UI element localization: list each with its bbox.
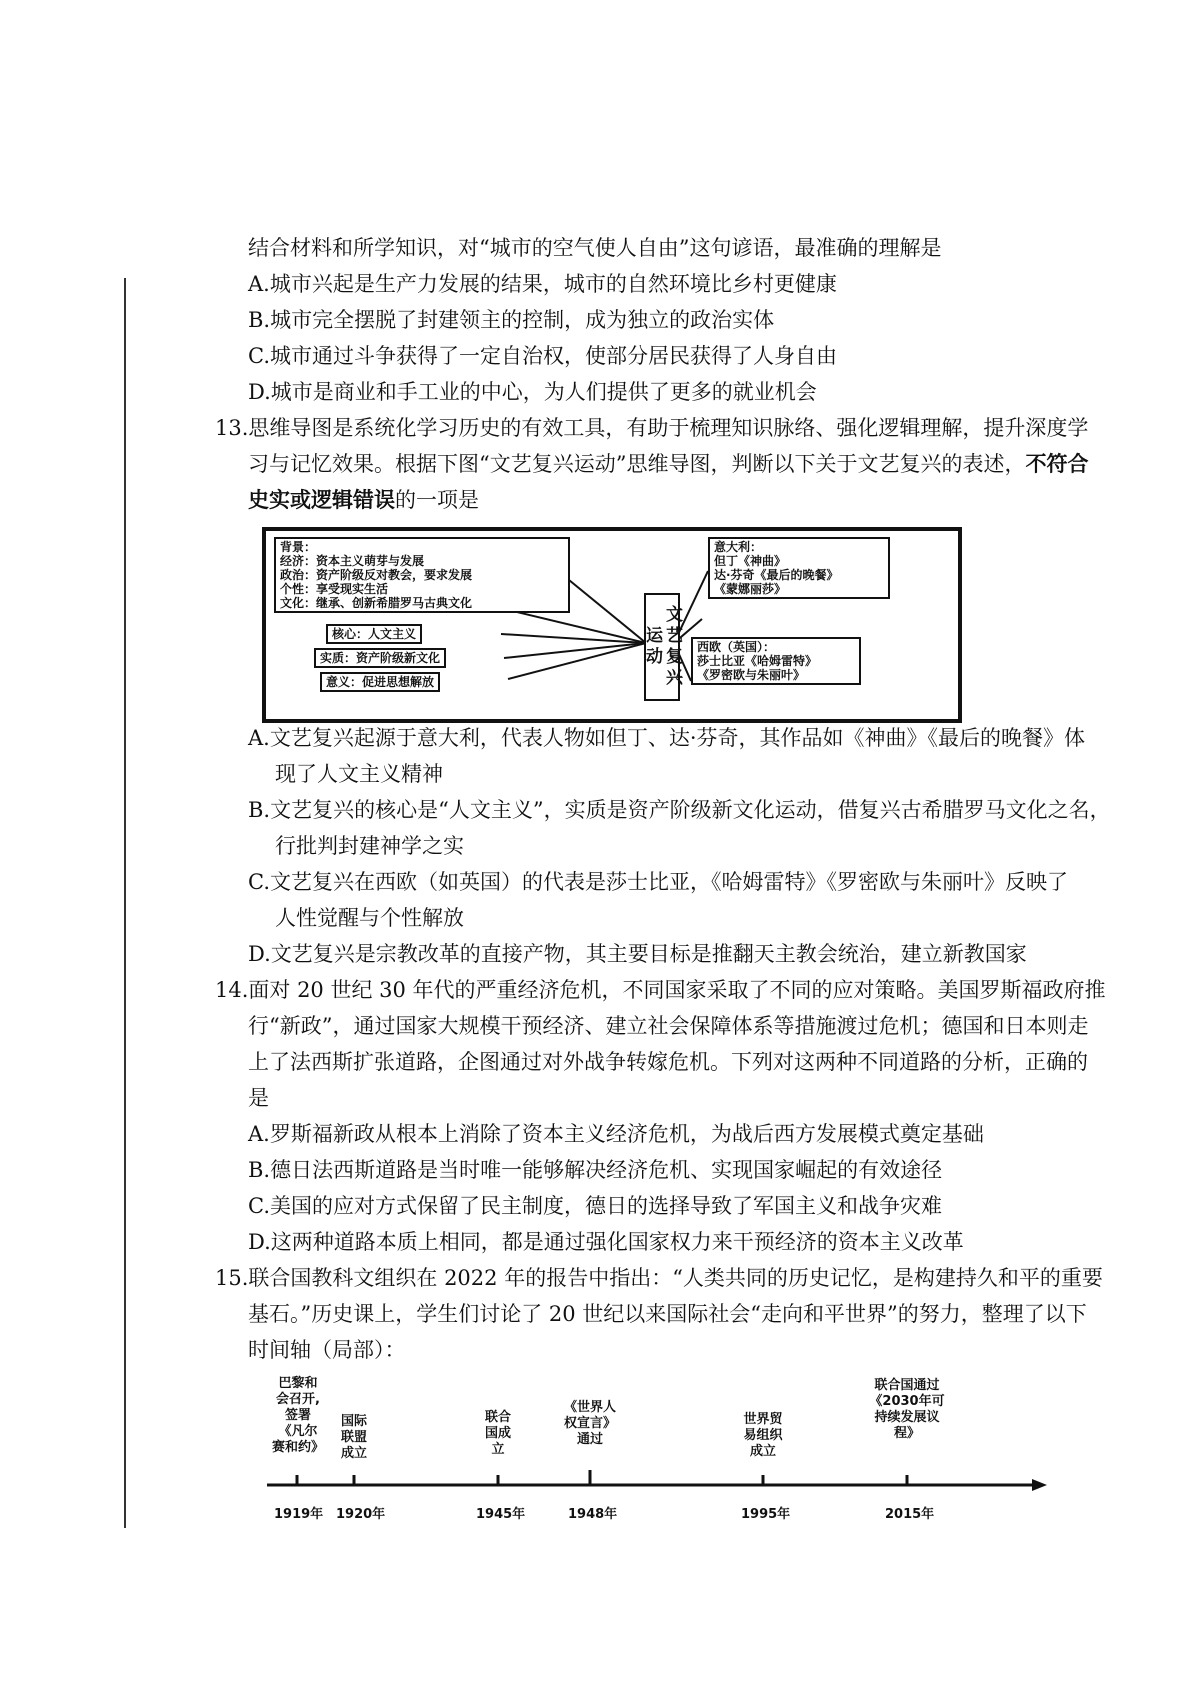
mind-map-italy-box: 意大利： 但丁《神曲》 达·芬奇《最后的晚餐》 《蒙娜丽莎》 [708, 537, 890, 599]
q14-stem-line1: 14.面对 20 世纪 30 年代的严重经济危机，不同国家采取了不同的应对策略。美国罗斯福政府推 [215, 978, 1106, 1002]
q13-option-c-line2[interactable]: 人性觉醒与个性解放 [275, 906, 464, 930]
q13-option-b-line1[interactable]: B.文艺复兴的核心是“人文主义”，实质是资产阶级新文化运动，借复兴古希腊罗马文化之名， [248, 798, 1111, 822]
timeline-event-1995: 世界贸 易组织 成立 [743, 1412, 783, 1459]
timeline-year-1995: 1995年 [741, 1507, 791, 1522]
q14-stem-line2: 行“新政”，通过国家大规模干预经济、建立社会保障体系等措施渡过危机；德国和日本则走 [248, 1014, 1089, 1038]
q13-option-c-line1[interactable]: C.文艺复兴在西欧（如英国）的代表是莎士比亚，《哈姆雷特》《罗密欧与朱丽叶》反映了 [248, 870, 1068, 894]
q12-option-d[interactable]: D.城市是商业和手工业的中心，为人们提供了更多的就业机会 [248, 380, 817, 404]
q14-option-c[interactable]: C.美国的应对方式保留了民主制度，德日的选择导致了军国主义和战争灾难 [248, 1194, 942, 1218]
q13-option-a-line1[interactable]: A.文艺复兴起源于意大利，代表人物如但丁、达·芬奇，其作品如《神曲》《最后的晚餐》体 [248, 726, 1086, 750]
timeline-year-1920: 1920年 [336, 1507, 386, 1522]
q12-stem: 结合材料和所学知识，对“城市的空气使人自由”这句谚语，最准确的理解是 [248, 236, 942, 260]
q12-option-b[interactable]: B.城市完全摆脱了封建领主的控制，成为独立的政治实体 [248, 308, 775, 332]
q15-stem-line3: 时间轴（局部）： [248, 1338, 406, 1362]
timeline-event-1920: 国际 联盟 成立 [340, 1414, 367, 1461]
q13-emphasis-1: 不符合 [1025, 451, 1089, 476]
q13-stem-line1: 13.思维导图是系统化学习历史的有效工具，有助于梳理知识脉络、强化逻辑理解，提升深度学 [215, 416, 1089, 440]
q14-stem-line4: 是 [248, 1086, 269, 1110]
q13-option-b-line2[interactable]: 行批判封建神学之实 [275, 834, 464, 858]
mind-map-core-box: 核心：人文主义 [326, 624, 422, 644]
mind-map-background-box: 背景： 经济：资本主义萌芽与发展 政治：资产阶级反对教会，要求发展 个性：享受现实生活 文化：继承、创新希腊罗马古典文化 [274, 537, 570, 613]
q15-stem-line1: 15.联合国教科文组织在 2022 年的报告中指出：“人类共同的历史记忆，是构建持久和平的重要 [215, 1266, 1103, 1290]
timeline-year-1948: 1948年 [568, 1507, 618, 1522]
q13-stem-line2: 习与记忆效果。根据下图“文艺复兴运动”思维导图，判断以下关于文艺复兴的表述，不符合 [248, 451, 1089, 476]
mind-map-essence-box: 实质：资产阶级新文化 [314, 648, 446, 668]
timeline-year-1945: 1945年 [476, 1507, 526, 1522]
q12-option-a[interactable]: A.城市兴起是生产力发展的结果，城市的自然环境比乡村更健康 [248, 272, 837, 296]
mind-map-significance-box: 意义：促进思想解放 [320, 672, 440, 692]
timeline-event-2015: 联合国通过 《2030年可 持续发展议 程》 [869, 1378, 945, 1441]
q13-option-a-line2[interactable]: 现了人文主义精神 [275, 762, 443, 786]
timeline-event-1945: 联合 国成 立 [484, 1410, 511, 1457]
q13-option-d[interactable]: D.文艺复兴是宗教改革的直接产物，其主要目标是推翻天主教会统治，建立新教国家 [248, 942, 1027, 966]
q13-emphasis-2: 史实或逻辑错误 [248, 487, 395, 512]
q14-option-b[interactable]: B.德日法西斯道路是当时唯一能够解决经济危机、实现国家崛起的有效途径 [248, 1158, 943, 1182]
renaissance-mind-map [262, 527, 962, 723]
timeline-year-1919: 1919年 [274, 1507, 324, 1522]
timeline-year-2015: 2015年 [885, 1507, 935, 1522]
mind-map-west-europe-box: 西欧（英国）： 莎士比亚《哈姆雷特》 《罗密欧与朱丽叶》 [691, 637, 861, 685]
q14-stem-line3: 上了法西斯扩张道路，企图通过对外战争转嫁危机。下列对这两种不同道路的分析，正确的 [248, 1050, 1088, 1074]
q13-stem-line3: 史实或逻辑错误的一项是 [248, 487, 479, 512]
mind-map-center: 文艺复兴运动 [644, 593, 680, 701]
timeline-event-1948: 《世界人 权宣言》 通过 [563, 1400, 616, 1447]
q12-option-c[interactable]: C.城市通过斗争获得了一定自治权，使部分居民获得了人身自由 [248, 344, 837, 368]
q14-option-d[interactable]: D.这两种道路本质上相同，都是通过强化国家权力来干预经济的资本主义改革 [248, 1230, 964, 1254]
q15-stem-line2: 基石。”历史课上，学生们讨论了 20 世纪以来国际社会“走向和平世界”的努力，整理了以下 [248, 1302, 1087, 1326]
timeline-event-1919: 巴黎和 会召开, 签署 《凡尔 赛和约》 [271, 1376, 324, 1455]
peace-timeline [262, 1370, 1052, 1525]
q14-option-a[interactable]: A.罗斯福新政从根本上消除了资本主义经济危机，为战后西方发展模式奠定基础 [248, 1122, 984, 1146]
binding-margin-line [124, 278, 126, 1528]
